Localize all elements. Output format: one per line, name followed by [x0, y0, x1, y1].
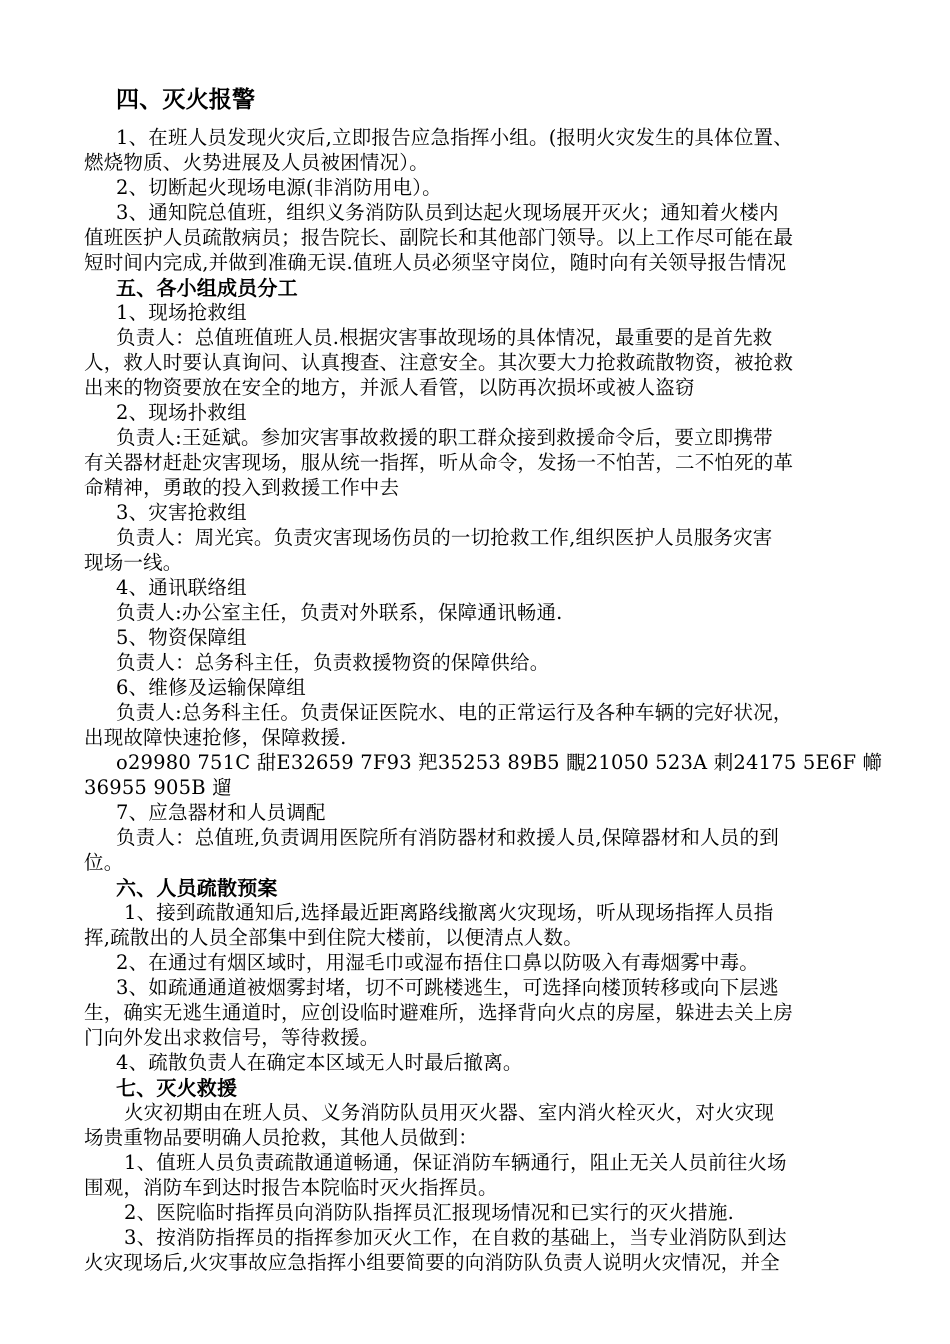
paragraph-line: 围观，消防车到达时报告本院临时灭火指挥员。: [84, 1176, 498, 1199]
heading-team-division: 五、各小组成员分工: [116, 276, 298, 300]
paragraph-line: 人，救人时要认真询问、认真搜查、注意安全。其次要大力抢救疏散物资，被抢救: [84, 351, 794, 374]
paragraph-line: 3、灾害抢救组: [116, 501, 247, 524]
paragraph-line: 6、维修及运输保障组: [116, 676, 306, 699]
paragraph-line: 挥,疏散出的人员全部集中到住院大楼前，以便清点人数。: [84, 926, 583, 949]
paragraph-line: 负责人:王延斌。参加灾害事故救援的职工群众接到救援命令后，要立即携带: [116, 426, 773, 449]
paragraph-line: 生，确实无逃生通道时，应创设临时避难所，选择背向火点的房屋，躲进去关上房: [84, 1001, 794, 1024]
paragraph-line: 负责人：总值班值班人员.根据灾害事故现场的具体情况，最重要的是首先救: [116, 326, 773, 349]
paragraph-line: 2、在通过有烟区域时，用湿毛巾或湿布捂住口鼻以防吸入有毒烟雾中毒。: [116, 951, 760, 974]
paragraph-line: 火灾初期由在班人员、义务消防队员用灭火器、室内消火栓灭火，对火灾现: [124, 1101, 775, 1124]
paragraph-line: 4、疏散负责人在确定本区域无人时最后撤离。: [116, 1051, 523, 1074]
heading-evacuation-plan: 六、人员疏散预案: [116, 876, 278, 900]
paragraph-line: 2、切断起火现场电源(非消防用电）。: [116, 176, 442, 199]
paragraph-line: 负责人:办公室主任，负责对外联系，保障通讯畅通.: [116, 601, 563, 624]
paragraph-line: 短时间内完成,并做到准确无误.值班人员必须坚守岗位，随时向有关领导报告情况: [84, 251, 787, 274]
paragraph-line: 燃烧物质、火势进展及人员被困情况）。: [84, 151, 429, 174]
paragraph-line: 负责人：周光宾。负责灾害现场伤员的一切抢救工作,组织医护人员服务灾害: [116, 526, 773, 549]
paragraph-line: 门向外发出求救信号，等待救援。: [84, 1026, 380, 1049]
paragraph-line: 场贵重物品要明确人员抢救，其他人员做到：: [84, 1126, 479, 1149]
paragraph-line: 火灾现场后,火灾事故应急指挥小组要简要的向消防队负责人说明火灾情况，并全: [84, 1251, 780, 1274]
paragraph-line: 1、值班人员负责疏散通道畅通，保证消防车辆通行，阻止无关人员前往火场: [124, 1151, 787, 1174]
paragraph-line: 现场一线。: [84, 551, 183, 574]
heading-fire-rescue: 七、灭火救援: [116, 1076, 238, 1100]
paragraph-line: 4、通讯联络组: [116, 576, 247, 599]
paragraph-line: 负责人：总务科主任，负责救援物资的保障供给。: [116, 651, 550, 674]
paragraph-line: 3、按消防指挥员的指挥参加灭火工作，在自救的基础上，当专业消防队到达: [124, 1226, 787, 1249]
code-line: 36955 905B 遛: [84, 776, 232, 799]
paragraph-line: 值班医护人员疏散病员；报告院长、副院长和其他部门领导。以上工作尽可能在最: [84, 226, 794, 249]
paragraph-line: 有关器材赶赴灾害现场，服从统一指挥，听从命令，发扬一不怕苦，二不怕死的革: [84, 451, 794, 474]
paragraph-line: 3、如疏通通道被烟雾封堵，切不可跳楼逃生，可选择向楼顶转移或向下层逃: [116, 976, 779, 999]
paragraph-line: 位。: [84, 851, 124, 874]
heading-fire-alarm: 四、灭火报警: [116, 87, 256, 113]
paragraph-line: 出现故障快速抢修，保障救援.: [84, 726, 347, 749]
paragraph-line: 命精神，勇敢的投入到救援工作中去: [84, 476, 400, 499]
paragraph-line: 3、通知院总值班，组织义务消防队员到达起火现场展开灭火；通知着火楼内: [116, 201, 779, 224]
paragraph-line: 出来的物资要放在安全的地方，并派人看管，以防再次损坏或被人盗窃: [84, 376, 695, 399]
paragraph-line: 1、在班人员发现火灾后,立即报告应急指挥小组。(报明火灾发生的具体位置、: [116, 126, 793, 149]
paragraph-line: 5、物资保障组: [116, 626, 247, 649]
paragraph-line: 7、应急器材和人员调配: [116, 801, 326, 824]
paragraph-line: 1、现场抢救组: [116, 301, 247, 324]
paragraph-line: 负责人：总值班,负责调用医院所有消防器材和救援人员,保障器材和人员的到: [116, 826, 779, 849]
paragraph-line: 2、医院临时指挥员向消防队指挥员汇报现场情况和已实行的灭火措施.: [124, 1201, 735, 1224]
paragraph-line: 2、现场扑救组: [116, 401, 247, 424]
paragraph-line: 1、接到疏散通知后,选择最近距离路线撤离火灾现场，听从现场指挥人员指: [124, 901, 774, 924]
code-line: o29980 751C 甜E32659 7F93 羓35253 89B5 覵21050 523A 刺24175 5E6F 幯: [116, 751, 883, 774]
paragraph-line: 负责人:总务科主任。负责保证医院水、电的正常运行及各种车辆的完好状况，: [116, 701, 793, 724]
